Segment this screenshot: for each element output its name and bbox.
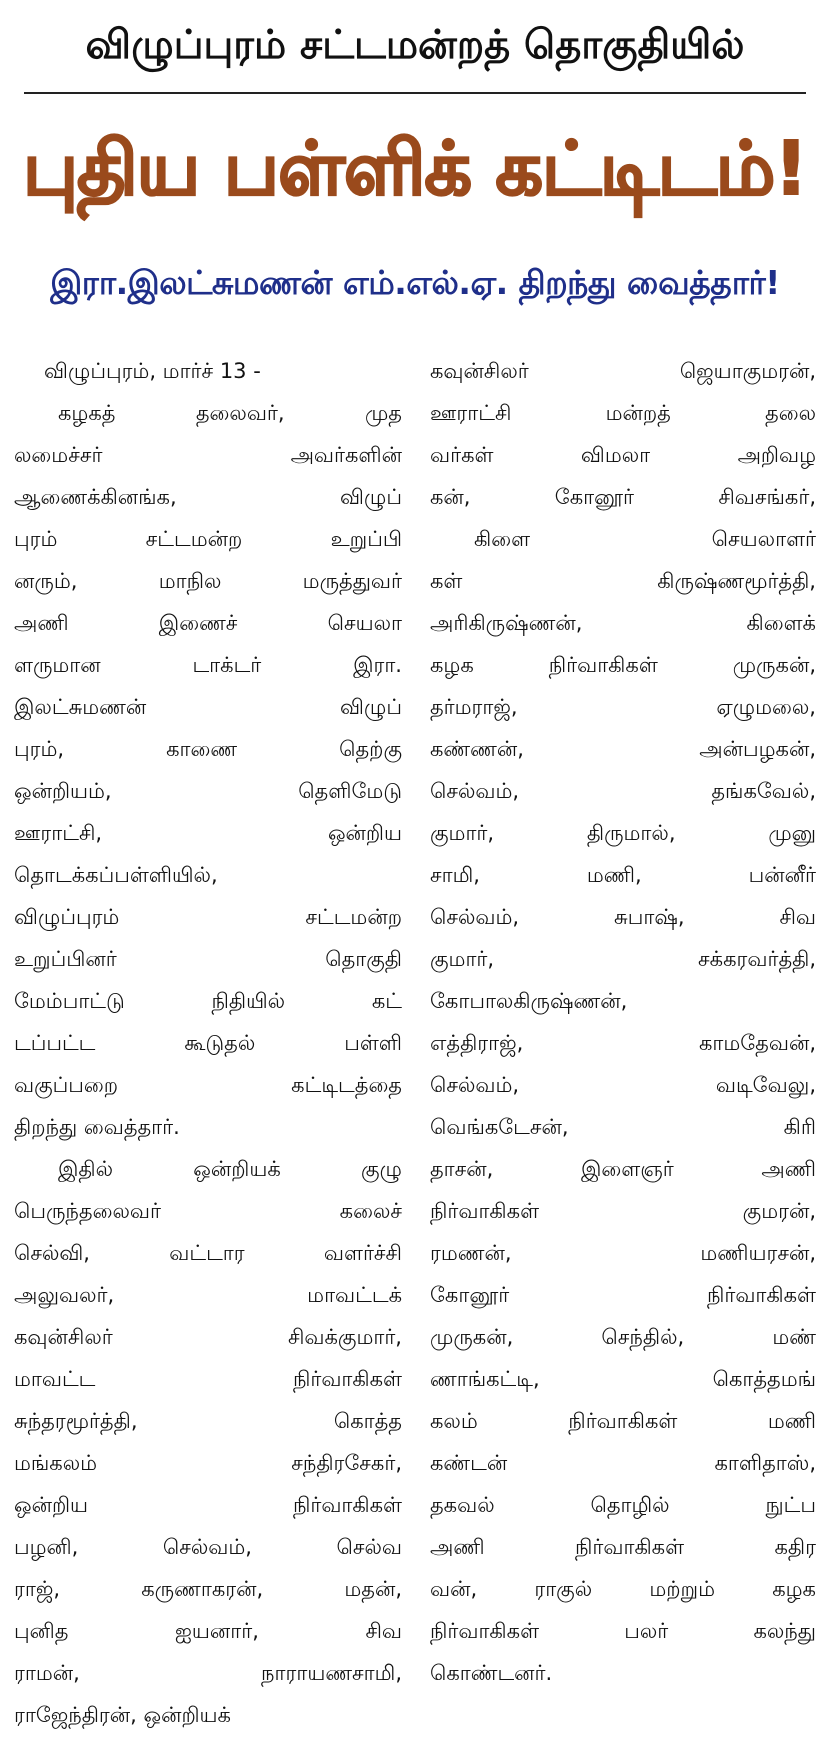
article-line: கன், கோனூர் சிவசங்கர்,: [430, 485, 816, 509]
article-line: மேம்பாட்டு நிதியில் கட்: [14, 989, 402, 1013]
article-line: ளருமான டாக்டர் இரா.: [14, 653, 402, 677]
article-line: கொண்டனர்.: [430, 1661, 553, 1685]
article-line: ராமன், நாராயணசாமி,: [14, 1661, 402, 1685]
article-line: கழக நிர்வாகிகள் முருகன்,: [430, 653, 816, 677]
article-line: கிளை செயலாளர்: [474, 527, 816, 551]
article-line: செல்வம், தங்கவேல்,: [430, 779, 816, 803]
article-line: மாவட்ட நிர்வாகிகள்: [14, 1367, 402, 1391]
article-line: ஊராட்சி மன்றத் தலை: [430, 401, 816, 425]
article-line: பெருந்தலைவர் கலைச்: [14, 1199, 402, 1223]
article-line: இதில் ஒன்றியக் குழு: [58, 1157, 402, 1181]
article-line: அணி இணைச் செயலா: [14, 611, 402, 635]
article-line: கோபாலகிருஷ்ணன்,: [430, 989, 628, 1013]
article-line: அரிகிருஷ்ணன், கிளைக்: [430, 611, 816, 635]
article-line: வகுப்பறை கட்டிடத்தை: [14, 1073, 402, 1097]
article-line: ரமணன், மணியரசன்,: [430, 1241, 816, 1265]
article-line: திறந்து வைத்தார்.: [14, 1115, 180, 1139]
article-line: டப்பட்ட கூடுதல் பள்ளி: [14, 1031, 402, 1055]
article-line: சுந்தரமூர்த்தி, கொத்த: [14, 1409, 402, 1433]
article-line: தர்மராஜ், ஏழுமலை,: [430, 695, 816, 719]
article-line: வர்கள் விமலா அறிவழ: [430, 443, 816, 467]
article-line: விழுப்புரம் சட்டமன்ற: [14, 905, 402, 929]
article-line: மங்கலம் சந்திரசேகர்,: [14, 1451, 402, 1475]
kicker-heading: விழுப்புரம் சட்டமன்றத் தொகுதியில்: [85, 22, 745, 68]
article-line: பழனி, செல்வம், செல்வ: [14, 1535, 402, 1559]
article-line: செல்வி, வட்டார வளர்ச்சி: [14, 1241, 402, 1265]
article-line: நிர்வாகிகள் பலர் கலந்து: [430, 1619, 816, 1643]
article-line: கள் கிருஷ்ணமூர்த்தி,: [430, 569, 816, 593]
article-line: நிர்வாகிகள் குமரன்,: [430, 1199, 816, 1223]
article-line: கண்ணன், அன்பழகன்,: [430, 737, 816, 761]
article-line: விழுப்புரம், மார்ச் 13 -: [44, 359, 261, 383]
article-line: செல்வம், சுபாஷ், சிவ: [430, 905, 816, 929]
article-line: னரும், மாநில மருத்துவர்: [14, 569, 402, 593]
article-line: கண்டன் காளிதாஸ்,: [430, 1451, 816, 1475]
article-line: கோனூர் நிர்வாகிகள்: [430, 1283, 816, 1307]
article-line: செல்வம், வடிவேலு,: [430, 1073, 816, 1097]
article-line: ஊராட்சி, ஒன்றிய: [14, 821, 402, 845]
article-line: கலம் நிர்வாகிகள் மணி: [430, 1409, 816, 1433]
article-line: ஒன்றியம், தெளிமேடு: [14, 779, 402, 803]
article-line: அலுவலர், மாவட்டக்: [14, 1283, 402, 1307]
article-line: வன், ராகுல் மற்றும் கழக: [430, 1577, 816, 1601]
article-line: ஆணைக்கினங்க, விழுப்: [14, 485, 402, 509]
article-line: தாசன், இளைஞர் அணி: [430, 1157, 816, 1181]
article-line: தகவல் தொழில் நுட்ப: [430, 1493, 816, 1517]
article-line: குமார், சக்கரவர்த்தி,: [430, 947, 816, 971]
article-line: தொடக்கப்பள்ளியில்,: [14, 863, 218, 887]
article-body: [14, 350, 816, 1746]
main-headline: புதிய பள்ளிக் கட்டிடம்!: [23, 126, 807, 212]
article-line: வெங்கடேசன், கிரி: [430, 1115, 816, 1139]
article-line: கவுன்சிலர் ஜெயாகுமரன்,: [430, 359, 816, 383]
article-line: எத்திராஜ், காமதேவன்,: [430, 1031, 816, 1055]
article-column-left: [14, 350, 406, 1746]
article-line: லமைச்சர் அவர்களின்: [14, 443, 402, 467]
article-line: ஒன்றிய நிர்வாகிகள்: [14, 1493, 402, 1517]
article-line: கவுன்சிலர் சிவக்குமார்,: [14, 1325, 402, 1349]
article-line: ணாங்கட்டி, கொத்தமங்: [430, 1367, 816, 1391]
article-line: குமார், திருமால், முனு: [430, 821, 816, 845]
article-line: சாமி, மணி, பன்னீர்: [430, 863, 816, 887]
article-line: முருகன், செந்தில், மண்: [430, 1325, 816, 1349]
article-line: அணி நிர்வாகிகள் கதிர: [430, 1535, 816, 1559]
article-line: உறுப்பினர் தொகுதி: [14, 947, 402, 971]
article-line: ராஜ், கருணாகரன், மதன்,: [14, 1577, 402, 1601]
article-line: இலட்சுமணன் விழுப்: [14, 695, 402, 719]
article-line: புரம், காணை தெற்கு: [14, 737, 402, 761]
article-line: கழகத் தலைவர், முத: [58, 401, 402, 425]
article-line: ராஜேந்திரன், ஒன்றியக்: [14, 1703, 231, 1727]
article-line: புரம் சட்டமன்ற உறுப்பி: [14, 527, 402, 551]
sub-headline: இரா.இலட்சுமணன் எம்.எல்.ஏ. திறந்து வைத்தார்!: [50, 263, 780, 302]
article-column-right: [424, 350, 816, 1746]
article-line: புனித ஐயனார், சிவ: [14, 1619, 402, 1643]
